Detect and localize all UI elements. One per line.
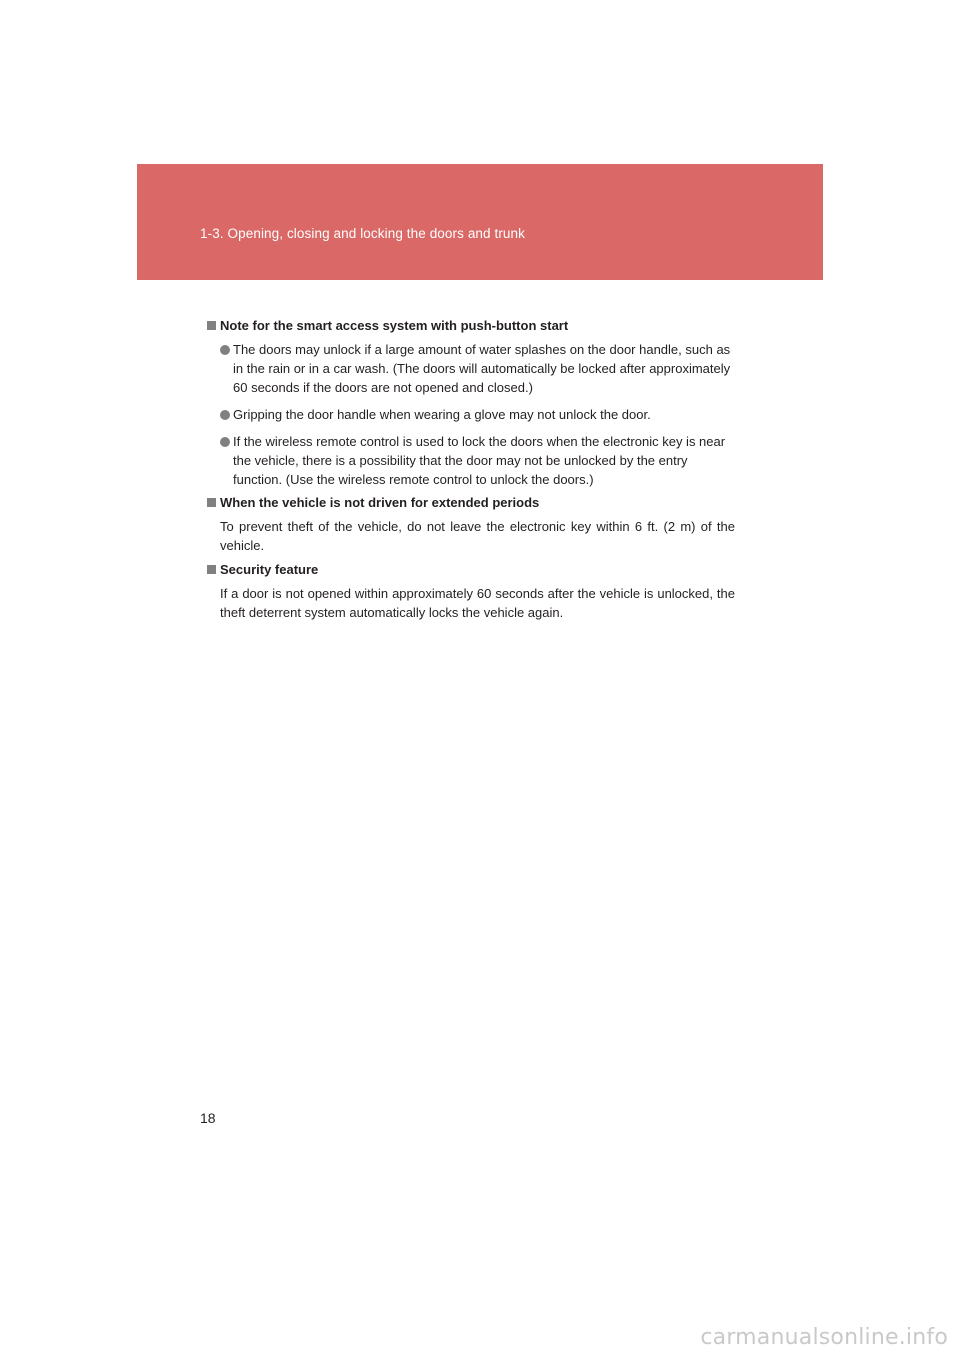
list-item [207,340,735,397]
section-heading-text: When the vehicle is not driven for extended periods [220,495,540,510]
square-bullet-icon [207,498,216,507]
round-bullet-icon [220,345,230,355]
section-smart-access-note [207,317,735,489]
square-bullet-icon [207,321,216,330]
section-heading [207,561,735,579]
section-heading [207,494,735,512]
watermark-text: carmanualsonline.info [700,1325,948,1350]
chapter-title: 1-3. Opening, closing and locking the doors and trunk [200,226,526,241]
round-bullet-icon [220,410,230,420]
section-body-text: To prevent theft of the vehicle, do not leave the electronic key within 6 ft. (2 m) of the vehicle. [220,519,735,553]
section-heading-text: Note for the smart access system with push-button start [220,318,569,333]
section-body-text: If a door is not opened within approximately 60 seconds after the vehicle is unlocked, the theft deterrent system automatically locks the vehicle again. [220,586,735,620]
page-content [207,317,735,628]
square-bullet-icon [207,565,216,574]
list-item-text: The doors may unlock if a large amount of water splashes on the door handle, such as in the rain or in a car wash. (The doors will automatically be locked after approximately 60 seconds if the doors are not opened and closed.) [233,342,731,395]
section-security-feature [207,561,735,622]
section-extended-periods [207,494,735,555]
page-number: 18 [200,1110,216,1126]
list-item [207,432,735,489]
list-item-text: If the wireless remote control is used to lock the doors when the electronic key is near the vehicle, there is a possibility that the door may not be unlocked by the entry function. (Use the wireless remote control to unlock the doors.) [233,434,726,487]
chapter-header-band [137,164,823,280]
section-heading-text: Security feature [220,562,319,577]
list-item-text: Gripping the door handle when wearing a glove may not unlock the door. [233,407,651,422]
round-bullet-icon [220,437,230,447]
list-item [207,405,735,424]
section-heading [207,317,735,335]
